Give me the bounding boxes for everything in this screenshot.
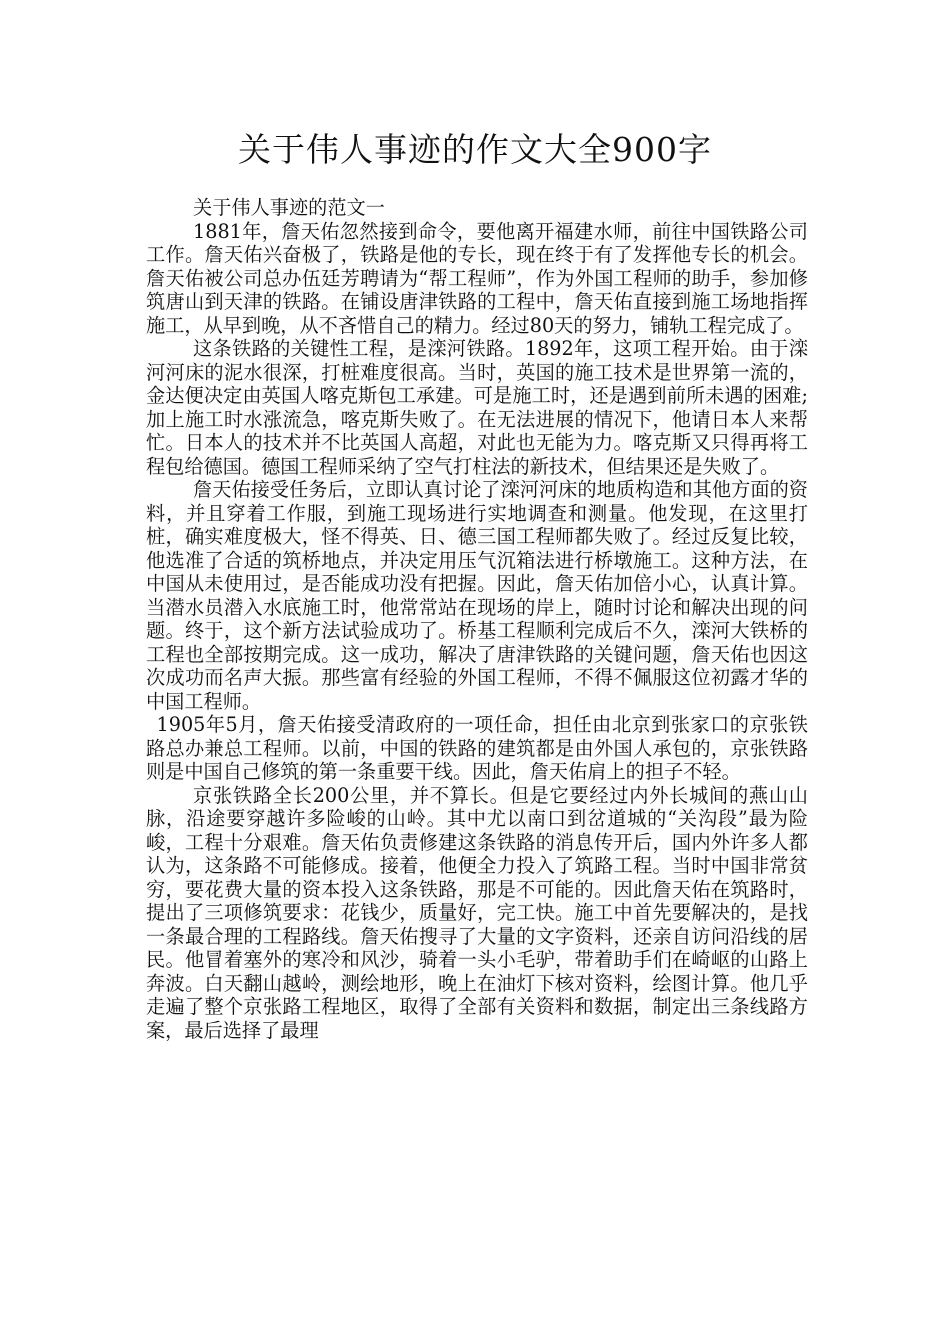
- paragraph-3: 詹天佑接受任务后，立即认真讨论了滦河河床的地质构造和其他方面的资料，并且穿着工作服，到施工现场进行实地调查和测量。他发现，在这里打桩，确实难度极大，怪不得英、日、德三国工程师都失败了。经过反复比较，他选准了合适的筑桥地点，并决定用压气沉箱法进行桥墩施工。这种方法，在中国从未使用过，是否能成功没有把握。因此，詹天佑加倍小心，认真计算。当潜水员潜入水底施工时，他常常站在现场的岸上，随时讨论和解决出现的问题。终于，这个新方法试验成功了。桥基工程顺利完成后不久，滦河大铁桥的工程也全部按期完成。这一成功，解决了唐津铁路的关键问题，詹天佑也因这次成功而名声大振。那些富有经验的外国工程师，不得不佩服这位初露才华的中国工程师。: [146, 478, 808, 713]
- document-body: [146, 196, 808, 1042]
- section-heading: 关于伟人事迹的范文一: [193, 196, 385, 219]
- document-title: 关于伟人事迹的作文大全900字: [238, 130, 712, 169]
- paragraph-4: 1905年5月，詹天佑接受清政府的一项任命，担任由北京到张家口的京张铁路总办兼总工程师。以前，中国的铁路的建筑都是由外国人承包的，京张铁路则是中国自己修筑的第一条重要干线。因此，詹天佑肩上的担子不轻。: [146, 713, 808, 783]
- paragraph-5: 京张铁路全长200公里，并不算长。但是它要经过内外长城间的燕山山脉，沿途要穿越许多险峻的山岭。其中尤以南口到岔道城的“关沟段”最为险峻，工程十分艰难。詹天佑负责修建这条铁路的消息传开后，国内外许多人都认为，这条路不可能修成。接着，他便全力投入了筑路工程。当时中国非常贫穷，要花费大量的资本投入这条铁路，那是不可能的。因此詹天佑在筑路时，提出了三项修筑要求：花钱少，质量好，完工快。施工中首先要解决的，是找一条最合理的工程路线。詹天佑搜寻了大量的文字资料，还亲自访问沿线的居民。他冒着塞外的寒冷和风沙，骑着一头小毛驴，带着助手们在崎岖的山路上奔波。白天翻山越岭，测绘地形，晚上在油灯下核对资料，绘图计算。他几乎走遍了整个京张路工程地区，取得了全部有关资料和数据，制定出三条线路方案，最后选择了最理: [146, 783, 808, 1042]
- paragraph-2: 这条铁路的关键性工程，是滦河铁路。1892年，这项工程开始。由于滦河河床的泥水很深，打桩难度很高。当时，英国的施工技术是世界第一流的，金达便决定由英国人喀克斯包工承建。可是施工时，还是遇到前所未遇的困难;加上施工时水涨流急，喀克斯失败了。在无法进展的情况下，他请日本人来帮忙。日本人的技术并不比英国人高超，对此也无能为力。喀克斯又只得再将工程包给德国。德国工程师采纳了空气打柱法的新技术，但结果还是失败了。: [146, 337, 808, 478]
- paragraph-1: 1881年，詹天佑忽然接到命令，要他离开福建水师，前往中国铁路公司工作。詹天佑兴奋极了，铁路是他的专长，现在终于有了发挥他专长的机会。詹天佑被公司总办伍廷芳聘请为“帮工程师”，作为外国工程师的助手，参加修筑唐山到天津的铁路。在铺设唐津铁路的工程中，詹天佑直接到施工场地指挥施工，从早到晚，从不吝惜自己的精力。经过80天的努力，铺轨工程完成了。: [146, 219, 808, 337]
